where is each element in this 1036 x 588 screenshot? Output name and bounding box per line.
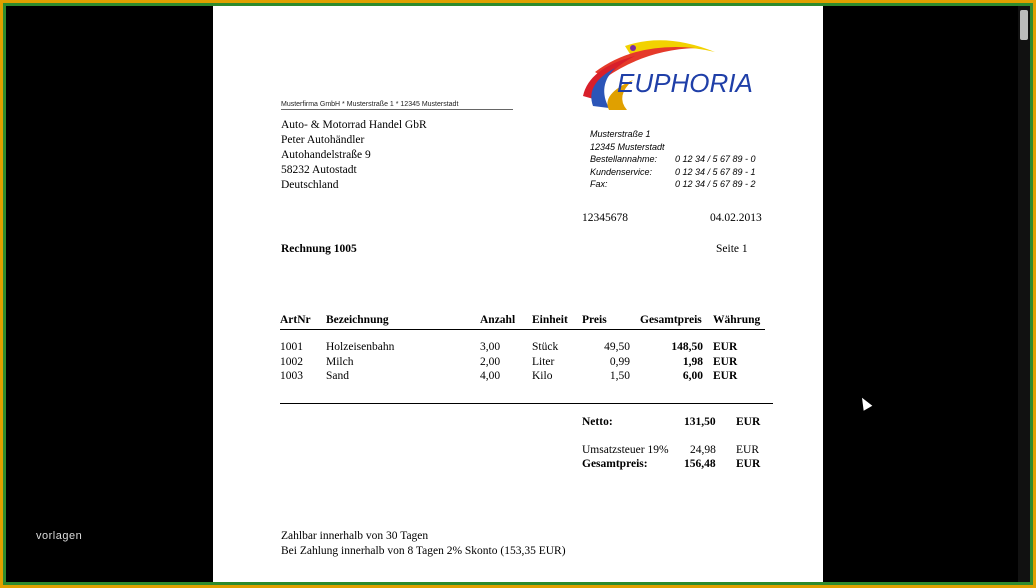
gross-currency: EUR <box>736 458 761 470</box>
col-header: Einheit <box>532 314 582 330</box>
customer-number: 12345678 <box>582 212 628 224</box>
table-row: 1002 Milch 2,00 Liter 0,99 1,98 EUR <box>280 355 738 368</box>
table-row: 1003 Sand 4,00 Kilo 1,50 6,00 EUR <box>280 370 738 382</box>
invoice-date: 04.02.2013 <box>710 212 762 224</box>
recipient-line: Deutschland <box>281 179 339 191</box>
tax-label: Umsatzsteuer 19% <box>582 444 669 456</box>
euphoria-logo <box>575 34 755 114</box>
recipient-line: Autohandelstraße 9 <box>281 149 371 161</box>
payment-term-line: Bei Zahlung innerhalb von 8 Tagen 2% Skonto (153,35 EUR) <box>281 545 566 557</box>
recipient-line: Auto- & Motorrad Handel GbR <box>281 119 427 131</box>
company-city: 12345 Musterstadt <box>590 141 665 152</box>
recipient-line: Peter Autohändler <box>281 134 365 146</box>
contact-row: Bestellannahme: 0 12 34 / 5 67 89 - 0 <box>590 154 756 164</box>
table-bottom-rule <box>280 403 773 404</box>
page-number: Seite 1 <box>716 243 748 255</box>
scrollbar-thumb[interactable] <box>1020 10 1028 40</box>
col-header: ArtNr <box>280 314 326 330</box>
items-table <box>280 314 765 384</box>
col-header: Anzahl <box>480 314 532 330</box>
tax-currency: EUR <box>736 444 759 456</box>
netto-currency: EUR <box>736 416 761 428</box>
table-header-row <box>280 314 765 330</box>
col-header: Preis <box>582 314 640 330</box>
document-viewer <box>6 6 1030 582</box>
contact-row: Fax: 0 12 34 / 5 67 89 - 2 <box>590 179 756 189</box>
invoice-page <box>213 6 823 582</box>
watermark-text: vorlagen <box>36 530 83 542</box>
company-info <box>590 128 756 191</box>
sender-return-line: Musterfirma GmbH * Musterstraße 1 * 12345 Musterstadt <box>281 101 513 110</box>
payment-term-line: Zahlbar innerhalb von 30 Tagen <box>281 530 429 542</box>
contact-row: Kundenservice: 0 12 34 / 5 67 89 - 1 <box>590 166 756 177</box>
recipient-address <box>281 118 427 193</box>
table-row: 1001 Holzeisenbahn 3,00 Stück 49,50 148,50 EUR <box>280 341 738 353</box>
gross-value: 156,48 <box>684 458 716 470</box>
payment-terms <box>281 529 566 559</box>
netto-value: 131,50 <box>684 416 716 428</box>
company-street: Musterstraße 1 <box>590 129 651 139</box>
gross-label: Gesamtpreis: <box>582 458 648 470</box>
col-header: Währung <box>713 314 765 330</box>
vertical-scrollbar[interactable] <box>1018 6 1030 582</box>
invoice-title: Rechnung 1005 <box>281 243 357 255</box>
col-header: Bezeichnung <box>326 314 480 330</box>
recipient-line: 58232 Autostadt <box>281 164 357 176</box>
col-header: Gesamtpreis <box>640 314 713 330</box>
netto-label: Netto: <box>582 416 613 428</box>
tax-value: 24,98 <box>690 444 716 456</box>
logo-text: EUPHORIA <box>617 68 753 98</box>
